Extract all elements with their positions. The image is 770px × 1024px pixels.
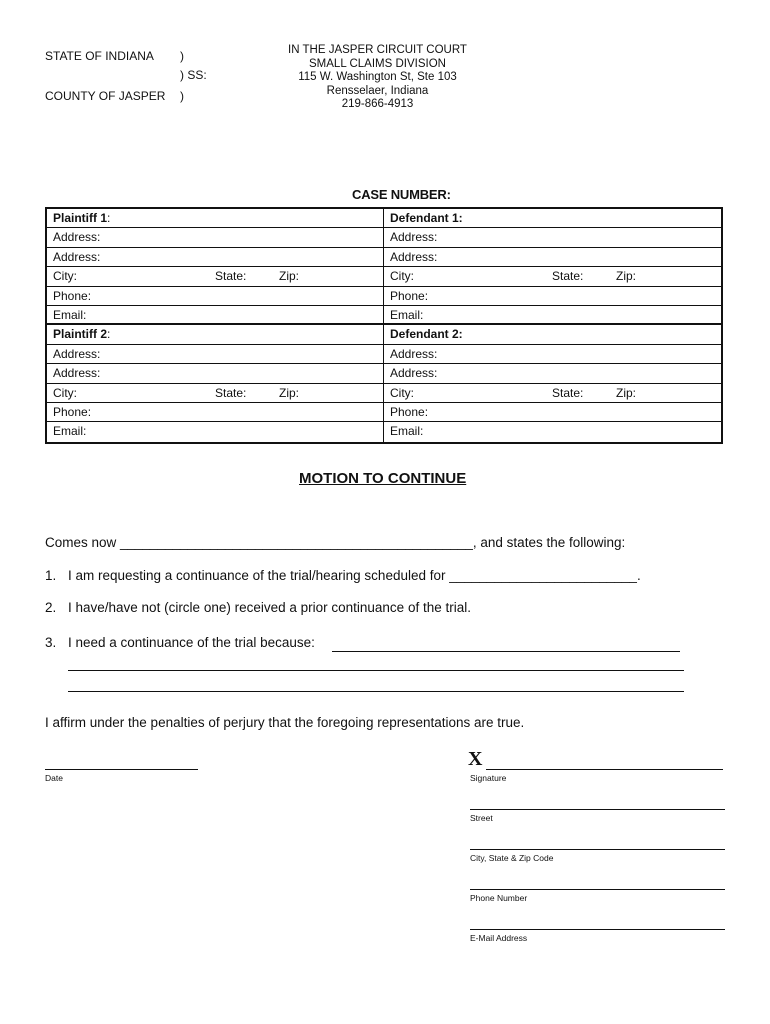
address-label: Address: [390,346,438,361]
county-label: COUNTY OF JASPER [45,89,166,103]
court-division: SMALL CLAIMS DIVISION [309,57,446,70]
table-row [47,384,721,403]
table-row [47,345,721,364]
plaintiff1-city-field[interactable] [47,267,384,285]
city-label: City: [53,269,77,284]
defendant1-label: Defendant 1: [390,211,463,225]
item-1: I am requesting a continuance of the trial/hearing scheduled for _________________________. [68,568,641,583]
email-address-line[interactable] [470,929,725,930]
email-label: Email: [53,307,87,322]
address-label: Address: [390,366,438,381]
table-row [47,403,721,422]
street-line[interactable] [470,809,725,810]
table-row [47,364,721,383]
table-row [47,228,721,247]
table-row [47,325,721,344]
signature-line[interactable] [486,769,723,770]
city-state-zip-label: City, State & Zip Code [470,853,554,863]
table-row [47,287,721,306]
affirmation-text: I affirm under the penalties of perjury that the foregoing representations are true. [45,715,525,730]
email-label: Email: [390,307,424,322]
item-2: I have/have not (circle one) received a prior continuance of the trial. [68,600,471,615]
colon: : [107,327,111,342]
plaintiff1-email-field[interactable] [47,306,384,323]
defendant1-field[interactable] [384,209,721,227]
document-title: MOTION TO CONTINUE [299,470,467,487]
phone-label: Phone: [390,288,429,303]
plaintiff2-email-field[interactable] [47,422,384,441]
plaintiff1-label: Plaintiff 1 [53,211,108,225]
state-label: State: [215,269,247,284]
defendant1-address2-field[interactable] [384,248,721,266]
reason-line[interactable] [68,670,684,671]
caption-paren: ) [180,89,184,103]
defendant2-city-field[interactable] [384,384,721,402]
address-label: Address: [390,230,438,245]
defendant2-phone-field[interactable] [384,403,721,421]
defendant1-address1-field[interactable] [384,228,721,246]
item-number: 3. [45,635,57,650]
table-row [47,422,721,441]
email-address-label: E-Mail Address [470,933,528,943]
plaintiff1-address2-field[interactable] [47,248,384,266]
item-number: 2. [45,600,57,615]
table-row [47,267,721,286]
address-label: Address: [53,230,101,245]
caption-paren: ) [180,49,184,63]
state-label: State: [215,385,247,400]
defendant1-phone-field[interactable] [384,287,721,305]
phone-label: Phone: [390,404,429,419]
date-label: Date [45,773,63,783]
ss-label: ) SS: [180,68,207,82]
state-label: State: [552,269,584,284]
state-label: STATE OF INDIANA [45,49,154,63]
address-label: Address: [53,249,101,264]
defendant2-email-field[interactable] [384,422,721,441]
date-line[interactable] [45,769,198,770]
city-state-zip-line[interactable] [470,849,725,850]
zip-label: Zip: [279,269,300,284]
phone-number-label: Phone Number [470,893,528,903]
plaintiff2-city-field[interactable] [47,384,384,402]
reason-line[interactable] [332,651,680,652]
table-row [47,248,721,267]
comes-now-line: Comes now _______________________________________________, and states the following: [45,535,626,550]
email-label: Email: [390,424,424,439]
table-row [47,209,721,228]
state-label: State: [552,385,584,400]
email-label: Email: [53,424,87,439]
zip-label: Zip: [616,269,637,284]
court-phone: 219-866-4913 [341,98,414,110]
defendant2-address1-field[interactable] [384,345,721,363]
plaintiff2-label: Plaintiff 2 [53,327,108,342]
plaintiff2-address1-field[interactable] [47,345,384,363]
address-label: Address: [390,249,438,264]
parties-table [45,207,723,444]
case-number-label: CASE NUMBER: [352,187,451,202]
phone-label: Phone: [53,288,92,303]
defendant2-label: Defendant 2: [390,327,463,342]
phone-label: Phone: [53,404,92,419]
zip-label: Zip: [616,385,637,400]
court-address: 115 W. Washington St, Ste 103 [298,71,457,83]
court-city: Rensselaer, Indiana [326,84,429,97]
plaintiff1-address1-field[interactable] [47,228,384,246]
defendant1-email-field[interactable] [384,306,721,323]
city-label: City: [390,385,414,400]
city-label: City: [53,385,77,400]
zip-label: Zip: [279,385,300,400]
court-header [265,44,490,112]
street-label: Street [470,813,493,823]
city-label: City: [390,269,414,284]
item-3: I need a continuance of the trial because: [68,635,315,650]
defendant2-address2-field[interactable] [384,364,721,382]
colon: : [107,211,111,225]
table-row [47,306,721,325]
signature-label: Signature [470,773,507,783]
plaintiff1-field[interactable] [47,209,384,227]
address-label: Address: [53,346,101,361]
defendant2-field[interactable] [384,325,721,343]
address-label: Address: [53,366,101,381]
signature-x-mark: X [468,748,483,770]
plaintiff1-phone-field[interactable] [47,287,384,305]
item-number: 1. [45,568,57,583]
reason-line[interactable] [68,691,684,692]
phone-number-line[interactable] [470,889,725,890]
plaintiff2-field[interactable] [47,325,384,343]
court-name: IN THE JASPER CIRCUIT COURT [288,44,467,56]
plaintiff2-address2-field[interactable] [47,364,384,382]
plaintiff2-phone-field[interactable] [47,403,384,421]
defendant1-city-field[interactable] [384,267,721,285]
